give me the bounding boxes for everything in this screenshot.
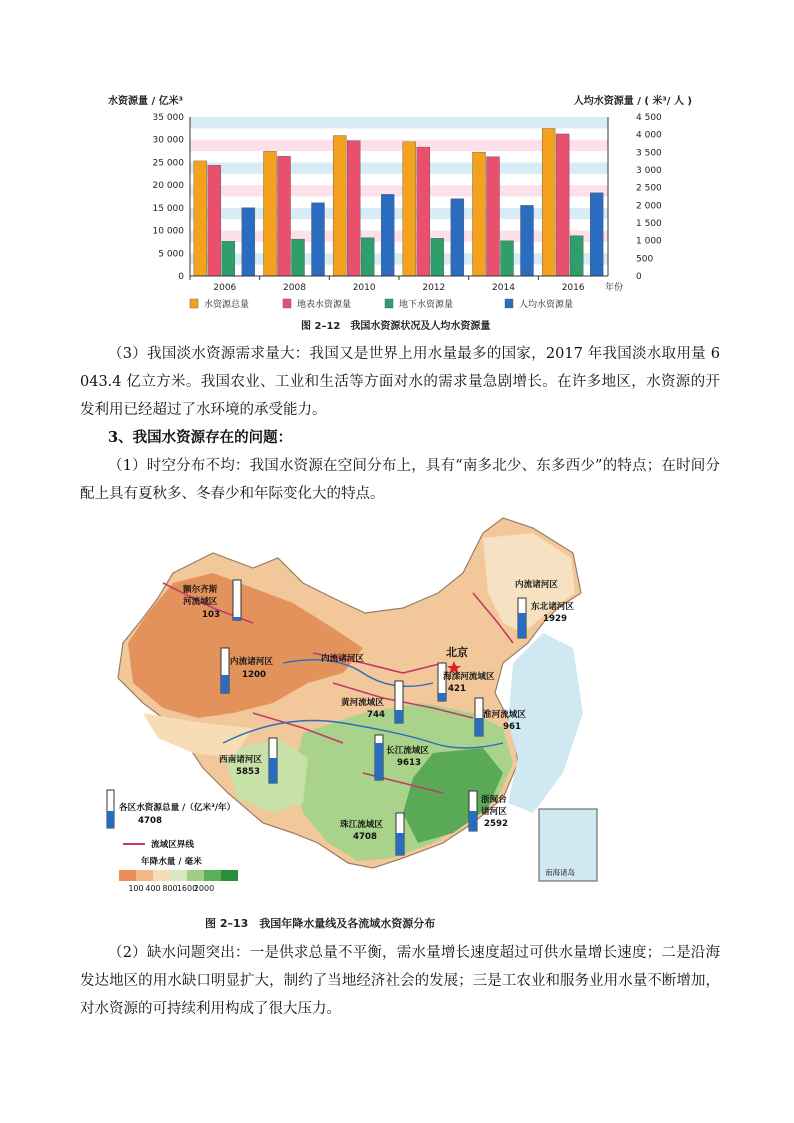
- precip-tick-label: 1600: [176, 884, 198, 893]
- gauge-icon-7: [375, 735, 383, 780]
- right-axis-title: 人均水资源量 / ( 米³/ 人 ): [573, 96, 692, 107]
- gauge-icon-3: [395, 681, 403, 723]
- left-axis-title: 水资源量 / 亿米³: [108, 96, 183, 107]
- basin-label-huaihe: 淮河流域区: [483, 710, 526, 720]
- paragraph-distribution: （1）时空分布不均：我国水资源在空间分布上，具有“南多北少、东多西少”的特点；在时间分配上具有夏秋多、冬春少和年际变化大的特点。: [80, 458, 720, 502]
- bar-2010-1: [347, 141, 360, 276]
- legend-label: 水资源总量: [204, 300, 250, 310]
- bar-2016-3: [590, 193, 603, 276]
- basin-label-inland-ne: 内流诸河区: [515, 580, 558, 590]
- bar-2008-0: [264, 151, 277, 276]
- precip-tick-label: 400: [145, 884, 161, 893]
- basin-value-huaihe: 961: [503, 722, 521, 732]
- basin-label-changjiang: 长江流域区: [386, 746, 429, 756]
- right-tick-label: 2 500: [636, 183, 662, 194]
- bar-2012-2: [431, 238, 444, 276]
- precip-tick-label: 100: [128, 884, 144, 893]
- bar-2012-1: [417, 147, 430, 276]
- right-tick-label: 4 500: [636, 113, 662, 123]
- bar-2006-0: [194, 161, 207, 276]
- basin-value-zhujiang: 4708: [353, 832, 377, 842]
- right-tick-label: 4 000: [636, 130, 662, 141]
- figure13-caption: 图 2–13 我国年降水量线及各流域水资源分布: [205, 917, 436, 930]
- legend-swatch: [505, 299, 513, 308]
- precip-swatch: [221, 870, 238, 881]
- legend-swatch: [283, 299, 291, 308]
- basin-label-southwest: 西南诸河区: [219, 755, 262, 765]
- bar-2006-2: [222, 241, 235, 276]
- x-tick-label: 2012: [422, 283, 446, 293]
- precip-swatch: [119, 870, 136, 881]
- paragraph-demand: （3）我国淡水资源需求量大：我国又是世界上用水量最多的国家，2017 年我国淡水取用量 6 043.4 亿立方米。我国农业、工业和生活等方面对水的需求量急剧增长。在许多地区，水资源的开发利用已经超过了水环境的承受能力。: [80, 346, 720, 418]
- gauge-icon-4: [438, 663, 446, 701]
- gauge-icon-9: [469, 791, 477, 831]
- legend-gauge-label: 各区水资源总量 /（亿米³/年）: [119, 803, 236, 813]
- bar-2016-0: [542, 129, 555, 276]
- gauge-icon-1: [233, 580, 241, 620]
- right-tick-label: 2 000: [636, 201, 662, 212]
- precip-swatch: [153, 870, 170, 881]
- right-tick-label: 500: [636, 254, 654, 265]
- right-tick-label: 3 500: [636, 148, 662, 159]
- x-tick-label: 2006: [213, 283, 237, 293]
- basin-value-northeast: 1929: [543, 614, 567, 624]
- paragraph-shortage: （2）缺水问题突出：一是供求总量不平衡，需水量增长速度超过可供水量增长速度；二是沿海发达地区的用水缺口明显扩大，制约了当地经济社会的发展；三是工农业和服务业用水量不断增加，对水资源的可持续利用构成了很大压力。: [80, 945, 720, 1017]
- legend-label: 地表水资源量: [297, 300, 352, 310]
- bar-2012-3: [451, 199, 464, 276]
- basin-label-erqisi-2: 河流域区: [183, 597, 218, 607]
- x-tick-label: 2016: [561, 283, 585, 293]
- basin-label-zhemintai-2: 诸河区: [481, 807, 507, 817]
- precip-tick-label: 800: [162, 884, 178, 893]
- water-resources-chart: [100, 92, 720, 340]
- left-tick-label: 35 000: [152, 113, 184, 123]
- basin-value-zhemintai: 2592: [484, 819, 508, 829]
- right-tick-label: 1 000: [636, 236, 662, 247]
- grid-band: [190, 117, 608, 128]
- legend-label: 人均水资源量: [519, 300, 574, 310]
- bar-2008-1: [278, 156, 291, 276]
- precip-swatch: [187, 870, 204, 881]
- bar-2010-3: [381, 194, 394, 276]
- basin-label-inland-west: 内流诸河区: [230, 657, 273, 667]
- right-tick-label: 0: [636, 272, 642, 282]
- bar-2010-0: [333, 136, 346, 276]
- gauge-icon-10: [396, 813, 404, 855]
- chart-svg: [100, 92, 720, 340]
- legend-label: 地下水资源量: [399, 300, 454, 310]
- basin-label-hailuan: 海滦河流域区: [443, 672, 495, 682]
- precip-swatch: [170, 870, 187, 881]
- bar-2016-1: [556, 134, 569, 276]
- legend-boundary-label: 流域区界线: [151, 840, 194, 850]
- x-tick-label: 2014: [492, 283, 515, 293]
- precip-tick-label: 2000: [193, 884, 215, 893]
- left-tick-label: 0: [178, 272, 184, 282]
- basin-label-zhemintai-1: 浙闽台: [481, 795, 507, 805]
- left-tick-label: 15 000: [152, 203, 184, 214]
- left-tick-label: 25 000: [152, 158, 184, 169]
- legend-precip-title: 年降水量 / 毫米: [141, 857, 202, 867]
- left-tick-label: 20 000: [152, 181, 184, 192]
- bar-2006-1: [208, 165, 221, 276]
- right-tick-label: 1 500: [636, 219, 662, 229]
- legend-swatch: [385, 299, 393, 308]
- x-tick-label: 2008: [283, 283, 306, 293]
- gauge-icon-8: [269, 738, 277, 783]
- bar-2008-2: [292, 239, 305, 276]
- precip-swatch: [136, 870, 153, 881]
- legend-swatch: [190, 299, 198, 308]
- bar-2014-2: [501, 241, 514, 276]
- bar-2012-0: [403, 142, 416, 276]
- basin-value-erqisi: 103: [202, 610, 220, 620]
- china-precipitation-map: [103, 513, 600, 898]
- basin-value-huanghe: 744: [367, 710, 385, 720]
- basin-value-changjiang: 9613: [397, 758, 421, 768]
- x-tick-label: 2010: [352, 283, 376, 293]
- gauge-icon-5: [518, 598, 526, 638]
- bar-2006-3: [242, 208, 255, 276]
- basin-label-inland-central: 内流诸河区: [321, 654, 364, 664]
- precip-swatch: [204, 870, 221, 881]
- basin-label-zhujiang: 珠江流域区: [340, 820, 383, 830]
- legend-gauge-icon: [107, 790, 114, 828]
- legend-gauge-value: 4708: [138, 816, 162, 826]
- figure12-caption: 图 2–12 我国水资源状况及人均水资源量: [301, 321, 491, 332]
- x-axis-unit: 年份: [605, 283, 624, 293]
- map-svg: [103, 513, 600, 898]
- inset-label: 南海诸岛: [545, 868, 575, 877]
- basin-label-huanghe: 黄河流域区: [341, 698, 384, 708]
- gauge-icon-6: [475, 698, 483, 736]
- basin-label-erqisi-1: 额尔齐斯: [183, 585, 218, 595]
- left-tick-label: 5 000: [158, 249, 184, 260]
- left-tick-label: 10 000: [152, 226, 184, 237]
- precip-legend-bar: [119, 870, 238, 881]
- basin-value-inland-west: 1200: [242, 670, 266, 680]
- capital-label: 北京: [446, 646, 468, 659]
- bar-2014-0: [473, 152, 486, 276]
- basin-value-southwest: 5853: [236, 767, 260, 777]
- basin-label-northeast: 东北诸河区: [531, 602, 574, 612]
- gauge-icon-2: [221, 648, 229, 693]
- bar-2016-2: [570, 236, 583, 276]
- left-tick-label: 30 000: [152, 135, 184, 146]
- bar-2008-3: [312, 203, 325, 276]
- basin-value-hailuan: 421: [448, 684, 466, 694]
- bar-2014-1: [487, 157, 500, 276]
- bar-2014-3: [521, 205, 534, 276]
- right-tick-label: 3 000: [636, 166, 662, 176]
- bar-2010-2: [361, 238, 374, 276]
- section-heading-problems: 3、我国水资源存在的问题：: [108, 429, 293, 446]
